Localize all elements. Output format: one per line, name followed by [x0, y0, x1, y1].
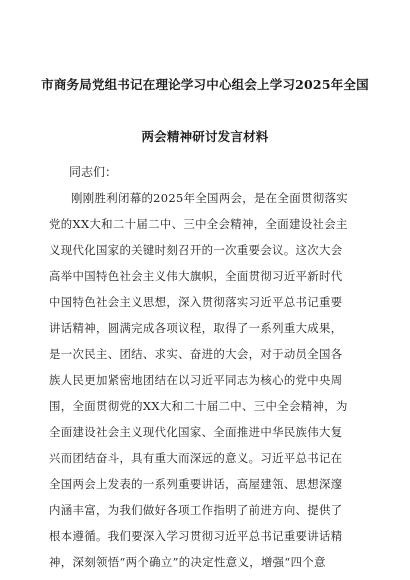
body-line: 族人民更加紧密地团结在以习近平同志为核心的党中央周	[49, 373, 343, 387]
body-line: 全面建设社会主义现代化国家、全面推进中华民族伟大复	[49, 425, 343, 439]
body-line: 讲话精神，圆满完成各项议程，取得了一系列重大成果，	[49, 321, 343, 335]
body-line: 刚刚胜利闭幕的2025年全国两会，是在全面贯彻落实	[71, 191, 348, 205]
body-line: 兴而团结奋斗，具有重大而深远的意义。习近平总书记在	[49, 451, 343, 465]
body-line: 全国两会上发表的一系列重要讲话，高屋建瓴、思想深邃	[49, 477, 343, 491]
body-line: 义现代化国家的关键时刻召开的一次重要会议。这次大会	[49, 243, 343, 257]
salutation: 同志们：	[69, 165, 118, 179]
document-title-line-1: 市商务局党组书记在理论学习中心组会上学习2025年全国	[41, 77, 369, 92]
body-line: 中国特色社会主义思想，深入贯彻落实习近平总书记重要	[49, 295, 343, 309]
body-line: 神，深刻领悟“两个确立”的决定性意义，增强“四个意	[49, 555, 326, 569]
document-title-line-2: 两会精神研讨发言材料	[141, 129, 269, 144]
body-line: 党的XX大和二十届二中、三中全会精神，全面建设社会主	[49, 217, 348, 231]
body-line: 是一次民主、团结、求实、奋进的大会，对于动员全国各	[49, 347, 343, 361]
body-line: 根本遵循。我们要深入学习贯彻习近平总书记重要讲话精	[49, 529, 343, 543]
body-line: 围，全面贯彻党的XX大和二十届二中、三中全会精神，为	[49, 399, 348, 413]
body-line: 内涵丰富，为我们做好各项工作指明了前进方向、提供了	[49, 503, 343, 517]
body-line: 高举中国特色社会主义伟大旗帜，全面贯彻习近平新时代	[49, 269, 343, 283]
